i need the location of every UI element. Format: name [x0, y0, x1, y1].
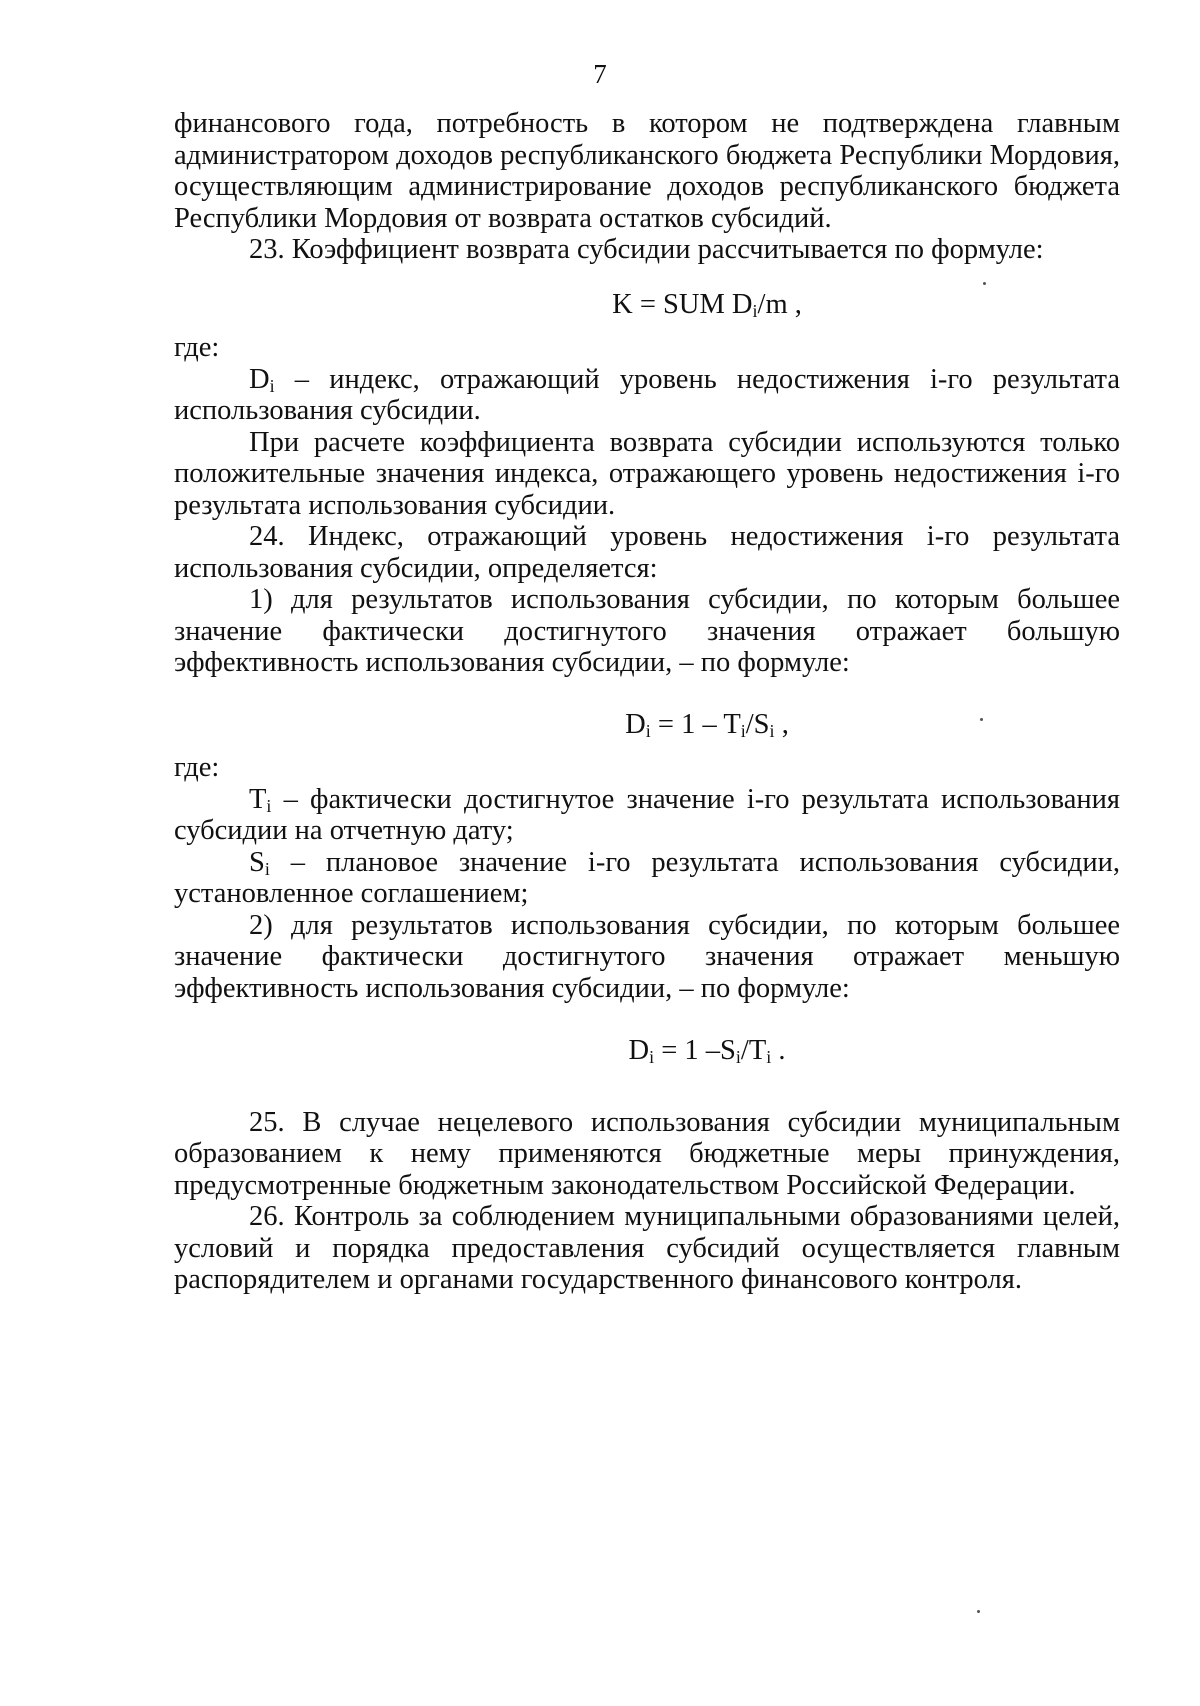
where-label-1: где: [174, 332, 220, 363]
where-label-2: где: [174, 752, 220, 783]
definition-si: $S_i$ – плановое значение i-го результата использования субсидии, установленное соглашением; [174, 846, 1120, 909]
formula-k: K = SUM $D_i/m$ , [612, 288, 802, 321]
scan-speck [977, 1610, 980, 1613]
paragraph-26: 26. Контроль за соблюдением муниципальными образованиями целей, условий и порядка предоставления субсидий осуществляется главным распорядителем и органами государственного финансового контроля. [174, 1201, 1120, 1295]
formula-d-case-1: $D_i = 1 - T_i/S_i$ , [625, 708, 789, 741]
case-2: 2) для результатов использования субсидии, по которым большее значение фактически достигнутого значения отражает меньшую эффективность использования субсидии, – по формуле: [174, 909, 1120, 1004]
definition-ti: $T_i$ – фактически достигнутое значение i-го результата использования субсидии на отчетную дату; [174, 783, 1120, 846]
paragraph-25: 25. В случае нецелевого использования субсидии муниципальным образованием к нему применяются бюджетные меры принуждения, предусмотренные бюджетным законодательством Российской Федерации. [174, 1106, 1120, 1201]
paragraph-24: 24. Индекс, отражающий уровень недостижения i-го результата использования субсидии, определяется: [174, 521, 1120, 584]
scan-speck [980, 718, 983, 721]
paragraph-intro: финансового года, потребность в котором не подтверждена главным администратором доходов республиканского бюджета Республики Мордовия, осуществляющим администрирование доходов республиканского бюджета Республики Мордовия от возврата остатков субсидий. [174, 108, 1120, 234]
scan-speck [983, 282, 986, 285]
paragraph-positive-values: При расчете коэффициента возврата субсидии используются только положительные значения индекса, отражающего уровень недостижения i-го результата использования субсидии. [174, 426, 1120, 521]
document-body [174, 108, 1120, 1296]
formula-d-case-2: $D_i = 1$ $-S_i/T_i$ . [628, 1035, 786, 1067]
paragraph-23: 23. Коэффициент возврата субсидии рассчитывается по формуле: [249, 234, 1044, 265]
page-number: 7 [593, 59, 607, 89]
case-1: 1) для результатов использования субсидии, по которым большее значение фактически достигнутого значения отражает большую эффективность использования субсидии, – по формуле: [174, 584, 1120, 678]
definition-di: $D_i$ – индекс, отражающий уровень недостижения i-го результата использования субсидии. [174, 363, 1120, 426]
